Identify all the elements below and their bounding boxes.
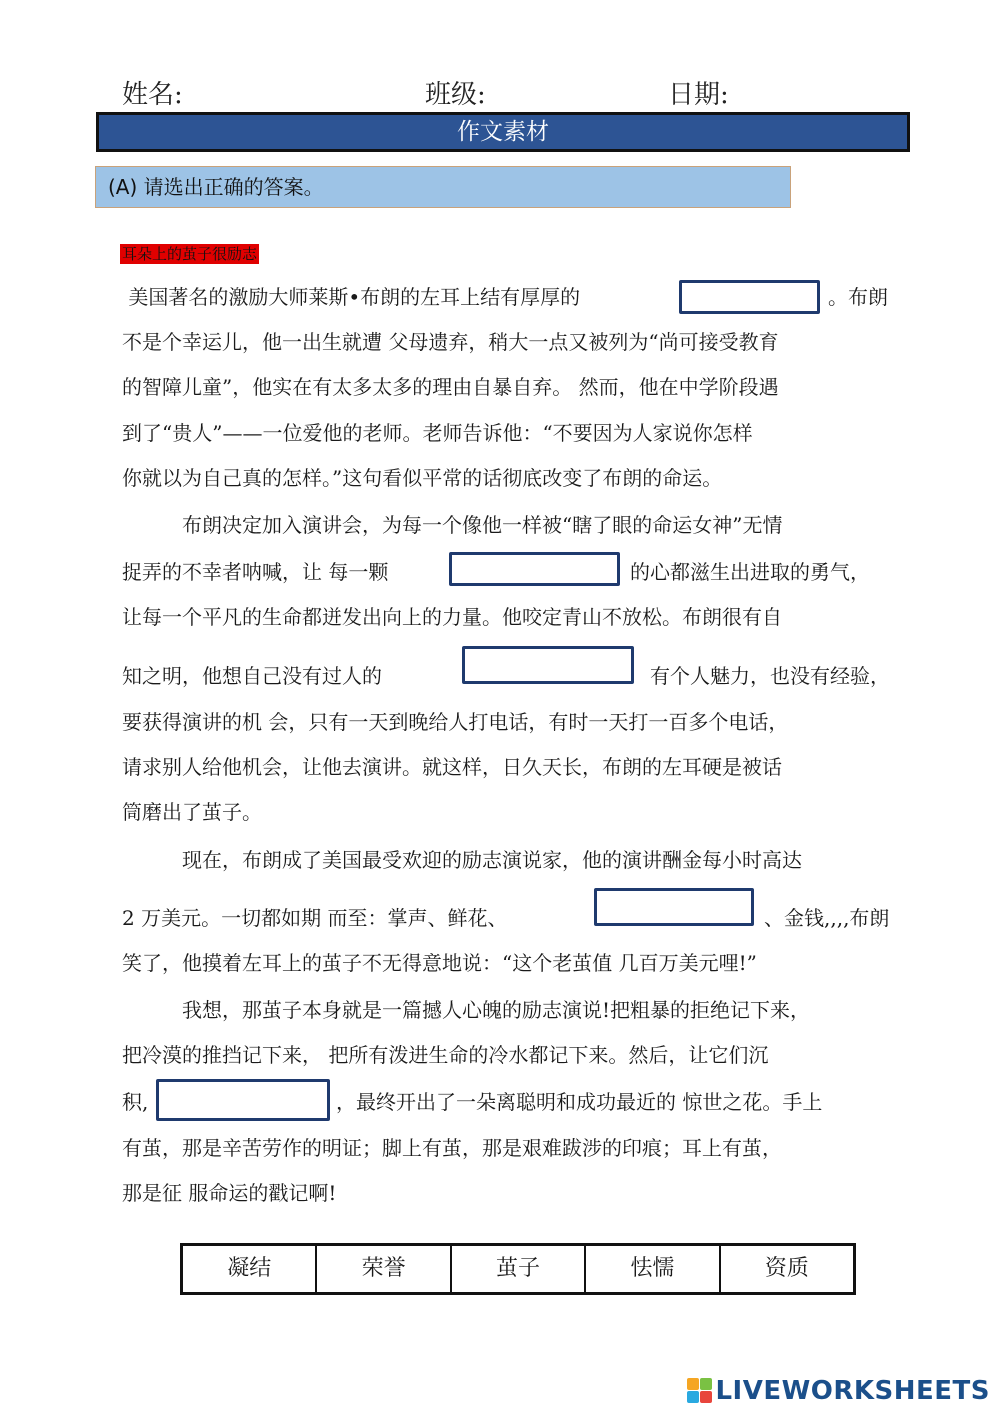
passage-line: 捉弄的不幸者呐喊，让 每一颗 [122,560,389,584]
passage-line: 2 万美元。一切都如期 而至：掌声、鲜花、 [122,906,508,930]
instruction-banner: (A) 请选出正确的答案。 [95,166,791,208]
passage-line: 的智障儿童”，他实在有太多太多的理由自暴自弃。 然而，他在中学阶段遇 [122,375,779,399]
passage-line: 请求别人给他机会，让他去演讲。就这样，日久天长，布朗的左耳硬是被话 [122,755,782,779]
word-bank-item[interactable]: 茧子 [452,1246,586,1292]
passage-line: 让每一个平凡的生命都迸发出向上的力量。他咬定青山不放松。布朗很有自 [122,605,782,629]
brand-name: LIVEWORKSHEETS [715,1376,990,1406]
word-bank-item[interactable]: 凝结 [183,1246,317,1292]
answer-blank-5[interactable] [156,1079,330,1121]
name-label: 姓名: [122,80,183,110]
passage-line: 有茧，那是辛苦劳作的明证；脚上有茧，那是艰难跋涉的印痕；耳上有茧， [122,1136,782,1160]
passage-line: 到了“贵人”——一位爱他的老师。老师告诉他：“不要因为人家说你怎样 [122,421,753,445]
passage-line: 、金钱,,,,布朗 [764,906,890,930]
passage-line: 那是征 服命运的戳记啊! [122,1181,337,1205]
passage-line: 把冷漠的推挡记下来， 把所有泼进生命的冷水都记下来。然后，让它们沉 [122,1043,769,1067]
answer-blank-3[interactable] [462,646,634,684]
passage-line: 要获得演讲的机 会，只有一天到晚给人打电话，有时一天打一百多个电话， [122,710,789,734]
word-bank-item[interactable]: 怯懦 [586,1246,720,1292]
passage-line: 美国著名的激励大师莱斯•布朗的左耳上结有厚厚的 [122,285,581,309]
passage-line: 现在，布朗成了美国最受欢迎的励志演说家，他的演讲酬金每小时高达 [182,848,802,872]
passage-line: 有个人魅力，也没有经验， [650,664,890,688]
passage-line: 笑了，他摸着左耳上的茧子不无得意地说：“这个老茧值 几百万美元哩!” [122,951,757,975]
date-label: 日期: [668,80,729,110]
liveworksheets-logo [687,1376,990,1406]
answer-blank-2[interactable] [449,552,620,586]
passage-line: 的心都滋生出进取的勇气， [630,560,870,584]
word-bank-item[interactable]: 资质 [764,1256,809,1281]
word-bank-table [180,1243,856,1295]
passage-line: 。布朗 [828,285,888,309]
passage-line: 你就以为自己真的怎样。”这句看似平常的话彻底改变了布朗的命运。 [122,466,723,490]
word-bank-item[interactable]: 荣誉 [317,1246,451,1292]
passage-line: 不是个幸运儿，他一出生就遭 父母遗弃，稍大一点又被列为“尚可接受教育 [122,330,779,354]
liveworksheets-icon [687,1378,713,1404]
passage-line: 筒磨出了茧子。 [122,800,262,824]
passage-line: ，最终开出了一朵离聪明和成功最近的 惊世之花。手上 [336,1090,823,1114]
story-title: 耳朵上的茧子很励志 [122,245,258,263]
passage-line: 我想，那茧子本身就是一篇撼人心魄的励志演说!把粗暴的拒绝记下来， [182,998,811,1022]
class-label: 班级: [425,80,486,110]
passage-line: 积, [122,1090,149,1114]
answer-blank-4[interactable] [594,888,754,926]
passage-line: 知之明，他想自己没有过人的 [122,664,382,688]
worksheet-title: 作文素材 [96,112,910,152]
answer-blank-1[interactable] [679,280,820,314]
passage-line: 布朗决定加入演讲会，为每一个像他一样被“瞎了眼的命运女神”无情 [182,513,783,537]
